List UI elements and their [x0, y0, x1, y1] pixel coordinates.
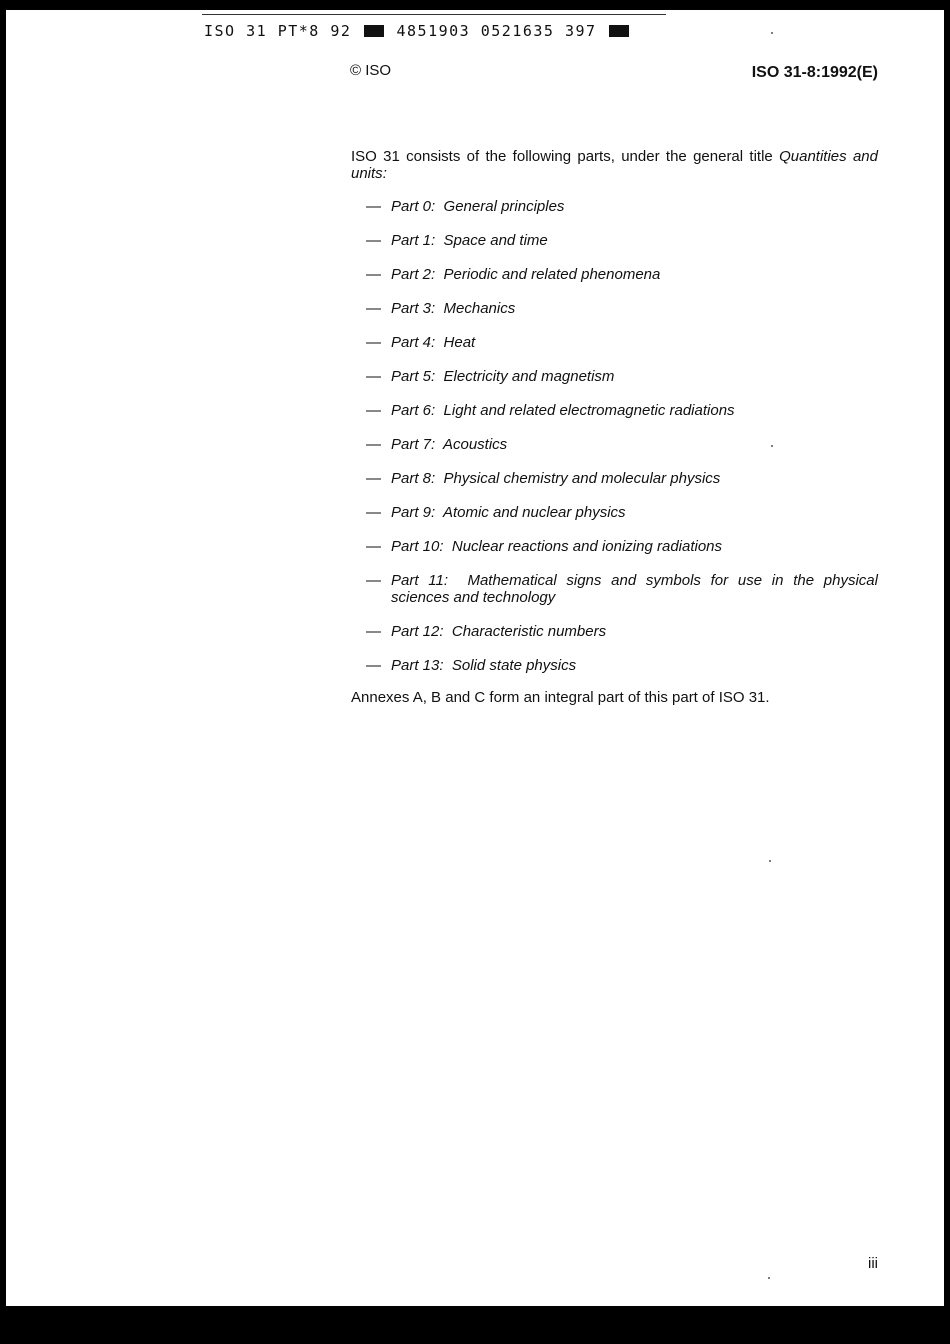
part-number: Part 9: — [391, 504, 436, 521]
part-title: Characteristic numbers — [451, 623, 607, 640]
part-number: Part 0: — [391, 198, 436, 215]
dash-bullet: — — [366, 572, 381, 589]
scan-speck — [771, 445, 773, 447]
main-content — [351, 148, 878, 721]
part-number: Part 5: — [391, 368, 436, 385]
part-title: Space and time — [443, 232, 548, 249]
part-item — [351, 232, 878, 249]
page-number: iii — [868, 1255, 878, 1272]
barcode-line — [204, 22, 631, 40]
parts-list — [351, 198, 878, 674]
part-number: Part 4: — [391, 334, 436, 351]
part-item — [351, 334, 878, 351]
dash-bullet: — — [366, 368, 381, 385]
part-item — [351, 368, 878, 385]
barcode-block-icon — [609, 25, 629, 37]
barcode-block-icon — [364, 25, 384, 37]
part-item — [351, 402, 878, 419]
scan-speck — [769, 860, 771, 862]
dash-bullet: — — [366, 623, 381, 640]
part-number: Part 10: — [391, 538, 444, 555]
dash-bullet: — — [366, 232, 381, 249]
dash-bullet: — — [366, 436, 381, 453]
top-rule — [202, 14, 666, 15]
part-title: Mathematical signs and symbols for use in the physical sciences and technology — [391, 572, 878, 606]
part-number: Part 13: — [391, 657, 444, 674]
part-number: Part 8: — [391, 470, 436, 487]
barcode-prefix: ISO 31 PT*8 92 — [204, 22, 352, 40]
part-title: Solid state physics — [451, 657, 577, 674]
part-title: Physical chemistry and molecular physics — [443, 470, 721, 487]
dash-bullet: — — [366, 402, 381, 419]
dash-bullet: — — [366, 266, 381, 283]
dash-bullet: — — [366, 334, 381, 351]
part-number: Part 3: — [391, 300, 436, 317]
part-number: Part 12: — [391, 623, 444, 640]
copyright: © ISO — [350, 62, 392, 79]
part-title: Electricity and magnetism — [443, 368, 615, 385]
barcode-number: 4851903 0521635 397 — [396, 22, 597, 40]
part-item — [351, 198, 878, 215]
part-item — [351, 657, 878, 674]
dash-bullet: — — [366, 470, 381, 487]
intro-paragraph — [351, 148, 878, 182]
part-title: Light and related electromagnetic radiations — [443, 402, 735, 419]
part-item — [351, 470, 878, 487]
part-item — [351, 504, 878, 521]
dash-bullet: — — [366, 538, 381, 555]
part-title: Atomic and nuclear physics — [442, 504, 626, 521]
part-item — [351, 572, 878, 606]
part-title: Heat — [443, 334, 476, 351]
dash-bullet: — — [366, 300, 381, 317]
dash-bullet: — — [366, 504, 381, 521]
part-item — [351, 538, 878, 555]
intro-title: Quantities and units — [351, 148, 878, 182]
scan-speck — [771, 32, 773, 34]
part-title: General principles — [443, 198, 565, 215]
document-id: ISO 31-8:1992(E) — [751, 64, 878, 81]
part-item — [351, 300, 878, 317]
part-item — [351, 266, 878, 283]
part-number: Part 11: — [391, 572, 448, 589]
part-number: Part 2: — [391, 266, 436, 283]
annexes-paragraph: Annexes A, B and C form an integral part of this part of ISO 31. — [351, 689, 770, 706]
dash-bullet: — — [366, 657, 381, 674]
intro-colon: : — [382, 165, 387, 182]
part-number: Part 1: — [391, 232, 436, 249]
part-number: Part 7: — [391, 436, 436, 453]
part-item — [351, 623, 878, 640]
document-page — [6, 10, 944, 1306]
part-title: Acoustics — [442, 436, 508, 453]
scan-speck — [768, 1277, 770, 1279]
intro-text: ISO 31 consists of the following parts, under the general title — [351, 148, 780, 165]
part-title: Periodic and related phenomena — [443, 266, 661, 283]
part-number: Part 6: — [391, 402, 436, 419]
dash-bullet: — — [366, 198, 381, 215]
part-item — [351, 436, 878, 453]
part-title: Nuclear reactions and ionizing radiations — [451, 538, 723, 555]
part-title: Mechanics — [443, 300, 516, 317]
